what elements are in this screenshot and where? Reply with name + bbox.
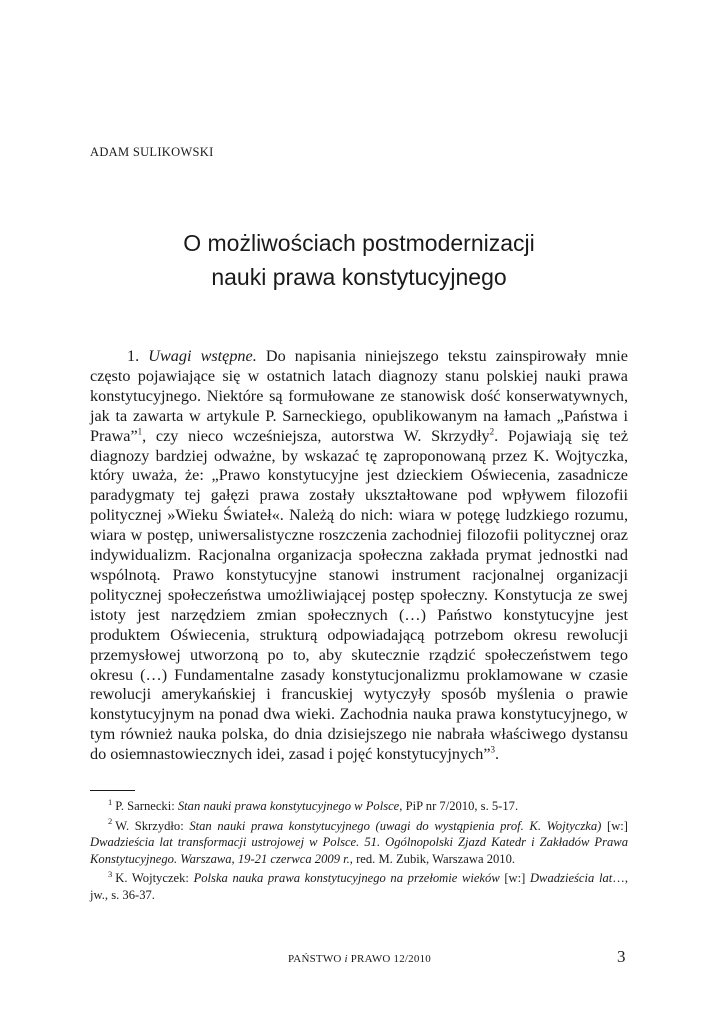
footnote-ref-1[interactable]: 1 [137,426,143,437]
footnote-author: W. Skrzydło: [115,818,190,833]
page-number: 3 [617,947,626,966]
journal-name-part-2: PRAWO 12/2010 [347,953,431,965]
footnote-3 [90,870,628,903]
footnote-2 [90,818,628,868]
paragraph-1 [90,347,628,765]
footnote-title: Polska nauka prawa konstytucyjnego na przełomie wieków [193,871,500,886]
footnotes [90,798,628,907]
section-heading: Uwagi wstępne. [148,347,257,365]
footnote-author: K. Wojtyczek: [115,871,194,886]
body-text-part-4: . [495,745,500,764]
footnote-title: Stan nauki prawa konstytucyjnego (uwagi do wystąpienia prof. K. Wojtyczka) [189,818,602,833]
footnote-book: Dwadzieścia lat transformacji ustrojowej w Polsce. 51. Ogólnopolski Zjazd Katedr i Zakładów Prawa Konstytucyjnego. Warszawa, 19-21 czerwca 2009 r. [90,835,628,866]
footnote-author: P. Sarnecki: [115,799,178,813]
footnote-ref-2[interactable]: 2 [489,426,495,437]
footnote-separator [90,790,135,791]
footnote-ref-3[interactable]: 3 [490,744,496,755]
section-number: 1. [127,347,140,365]
journal-name [288,953,431,965]
body-text-part-3: . Pojawiają się też diagnozy bardziej odważne, by wskazać tę zaproponowaną przez K. Wojtyczka, który uważa, że: „Prawo konstytucyjne jest dzieckiem Oświecenia, zasadnicze paradygmaty tej gałęzi prawa zostały ukształtowane pod wpływem filozofii politycznej »Wieku Świateł«. Należą do nich: wiara w potęgę ludzkiego rozumu, wiara w postęp, uniwersalistyczne roszczenia zachodniej filozofii politycznej oraz indywidualizm. Racjonalna organizacja społeczna zakłada prymat jednostki nad wspólnotą. Prawo konstytucyjne stanowi instrument racjonalnej organizacji politycznej społeczeństwa umożliwiającej postęp społeczny. Konstytucja ze swej istoty jest narzędziem zmian społecznych (…) Państwo konstytucyjne jest produktem Oświecenia, strukturą odpowiadającą potrzebom okresu rewolucji przemysłowej utworzoną po to, aby skutecznie rządzić społeczeństwem tego okresu (…) Fundamentalne zasady konstytucjonalizmu proklamowane w czasie rewolucji amerykańskiej i francuskiej wytyczyły sposób myślenia o prawie konstytucyjnym na ponad dwa wieki. Zachodnia nauka prawa konstytucyjnego, w tym również nauka polska, do dnia dzisiejszego nie nabrała właściwego dystansu do osiemnastowiecznych idei, zasad i pojęć konstytucyjnych” [90,426,629,764]
journal-name-i: i [344,953,348,965]
footnote-mid: [w:] [499,871,530,886]
footnote-number: 1 [108,796,113,807]
footnote-rest: …, jw., s. 36-37. [90,871,628,902]
footnote-number: 3 [108,869,113,880]
footnote-rest: , PiP nr 7/2010, s. 5-17. [399,799,519,813]
footnote-book: Dwadzieścia lat [529,871,613,886]
footnote-rest: , red. M. Zubik, Warszawa 2010. [349,851,516,866]
title-line-1: O możliwościach postmodernizacji [183,230,535,256]
body-text [90,347,628,765]
author-name: ADAM SULIKOWSKI [90,145,214,159]
footnote-number: 2 [108,816,113,827]
journal-name-part-1: PAŃSTWO [288,953,345,965]
article-title [90,226,628,294]
body-text-part-1: Do napisania niniejszego tekstu zainspirowały mnie często pojawiające się w ostatnich latach diagnozy stanu polskiej nauki prawa konstytucyjnego. Niektóre są formułowane ze stanowisk dość konserwatywnych, jak ta zawarta w artykule P. Sarneckiego, opublikowanym na łamach „Państwa i Prawa” [90,347,628,445]
body-text-part-2: , czy nieco wcześniejsza, autorstwa W. Skrzydły [142,426,490,445]
title-line-2: nauki prawa konstytucyjnego [211,264,507,290]
footnote-mid: [w:] [601,818,628,833]
footnote-1 [90,798,628,815]
footnote-title: Stan nauki prawa konstytucyjnego w Polsce [177,799,400,813]
